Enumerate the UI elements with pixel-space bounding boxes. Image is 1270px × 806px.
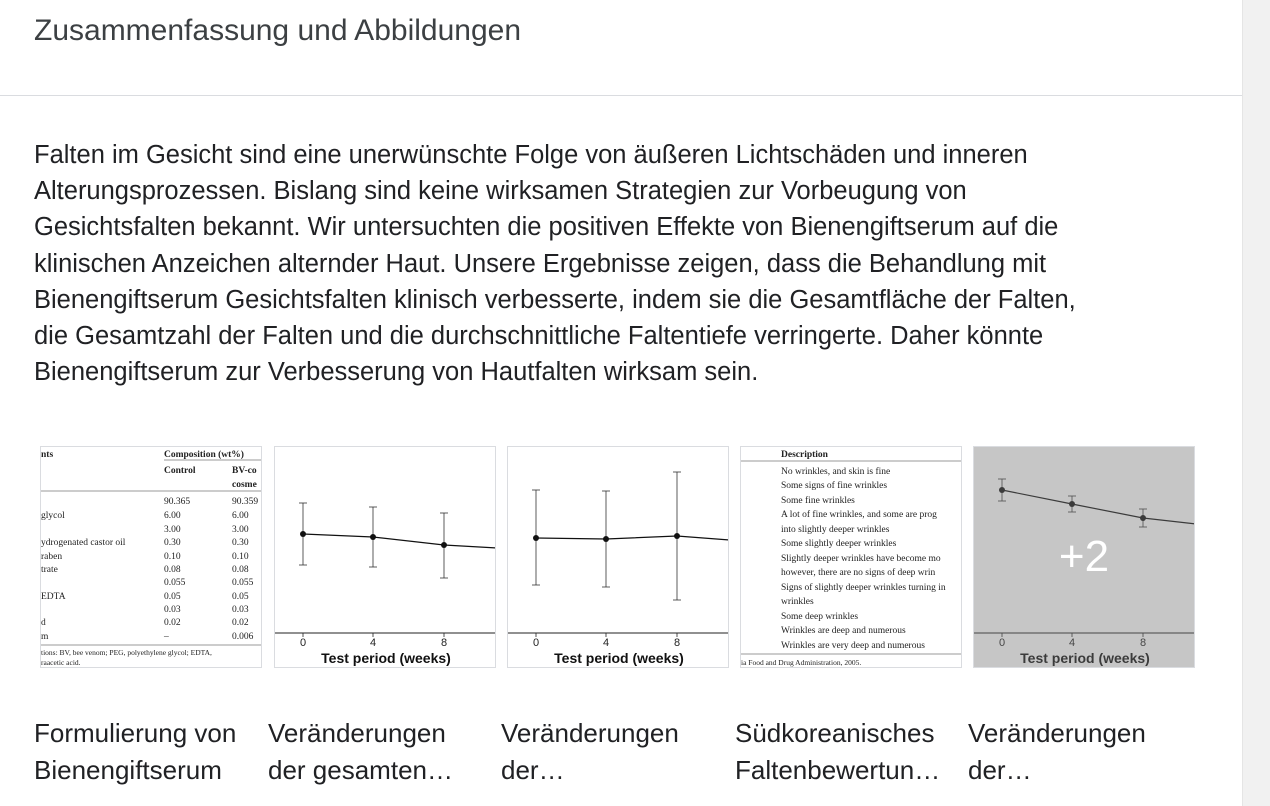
x-axis-label: Test period (weeks)	[1020, 650, 1150, 666]
table-cell: 0.055	[164, 578, 186, 588]
table-col-bv2: cosme	[232, 480, 257, 490]
table-cell: Signs of slightly deeper wrinkles turning in	[781, 583, 946, 593]
abstract-text	[34, 137, 1214, 390]
abstract-line: Falten im Gesicht sind eine unerwünschte Folge von äußeren Lichtschäden und inneren	[34, 141, 1028, 169]
table-cell: raben	[41, 552, 63, 562]
table-cell: EDTA	[41, 592, 66, 602]
table-rows	[781, 466, 946, 651]
section-title: Zusammenfassung und Abbildungen	[34, 14, 522, 47]
table-cell: m	[41, 632, 49, 642]
abstract-line: Bienengiftserum Gesichtsfalten klinisch verbesserte, indem sie die Gesamtfläche der Falten,	[34, 285, 1076, 314]
table-cell: d	[41, 618, 46, 628]
table-footnote: ia Food and Drug Administration, 2005.	[741, 658, 862, 667]
tick-label: 8	[441, 637, 448, 649]
abstract-line: die Gesamtzahl der Falten und die durchschnittliche Faltentiefe verringerte. Daher könnte	[34, 322, 1044, 351]
table-header-left: nts	[41, 450, 54, 460]
table-header-composition: Composition (wt%)	[164, 450, 244, 460]
table-cell: No wrinkles, and skin is fine	[781, 467, 891, 477]
table-cell: Wrinkles are deep and numerous	[781, 626, 906, 636]
caption-line: der…	[501, 755, 565, 785]
wrinkle-scale-table-image	[741, 447, 962, 668]
tick-label: 4	[1069, 637, 1076, 649]
tick-label: 8	[674, 637, 681, 649]
table-cell: 6.00	[164, 511, 181, 521]
table-cell: glycol	[41, 511, 65, 521]
x-axis-label: Test period (weeks)	[554, 650, 684, 666]
table-cell: Wrinkles are very deep and numerous	[781, 641, 925, 651]
tick-label: 0	[300, 637, 307, 649]
figure-caption[interactable]	[268, 715, 492, 789]
table-cell: Some slightly deeper wrinkles	[781, 539, 897, 549]
caption-line: Veränderungen	[501, 718, 679, 748]
formulation-table-image	[41, 447, 262, 668]
more-figures-overlay[interactable]	[974, 447, 1194, 667]
table-cell: Some deep wrinkles	[781, 612, 859, 622]
caption-line: der…	[968, 755, 1032, 785]
more-figures-badge: +2	[1058, 532, 1110, 581]
abstract-line: klinischen Anzeichen alternder Haut. Unsere Ergebnisse zeigen, dass die Behandlung mit	[34, 249, 1047, 278]
caption-line: Bienengiftserum	[34, 755, 222, 785]
table-col-bv: BV-co	[232, 466, 257, 476]
line-chart-1	[275, 447, 496, 668]
table-cell: wrinkles	[781, 597, 814, 607]
figure-thumbnail-formulation[interactable]	[40, 446, 262, 668]
scrollbar[interactable]	[1242, 0, 1270, 806]
caption-line: Veränderungen	[268, 718, 446, 748]
table-cell: 0.08	[232, 565, 249, 575]
table-cell: 0.10	[164, 552, 181, 562]
table-cell: 0.30	[232, 538, 249, 548]
table-cell: however, there are no signs of deep wrin	[781, 568, 936, 578]
table-cell: 0.08	[164, 565, 181, 575]
caption-line: der gesamten…	[268, 755, 453, 785]
table-cell: 6.00	[232, 511, 249, 521]
figure-caption[interactable]	[968, 715, 1198, 789]
tick-label: 0	[999, 637, 1006, 649]
table-cell: 0.30	[164, 538, 181, 548]
figure-thumbnail-chart-2[interactable]	[507, 446, 729, 668]
tick-label: 4	[603, 637, 610, 649]
table-cell: 3.00	[164, 525, 181, 535]
table-cell: 0.05	[232, 592, 249, 602]
figure-caption[interactable]	[735, 715, 959, 789]
table-cell: 90.359	[232, 497, 259, 507]
caption-line: Formulierung von	[34, 718, 237, 748]
table-rows	[41, 497, 258, 642]
table-cell: trate	[41, 565, 58, 575]
table-cell: 0.006	[232, 632, 254, 642]
abstract-line: Bienengiftserum zur Verbesserung von Hautfalten wirksam sein.	[34, 358, 759, 387]
table-cell: 90.365	[164, 497, 191, 507]
table-cell: –	[164, 632, 169, 642]
table-cell: 3.00	[232, 525, 249, 535]
abstract-line: Gesichtsfalten bekannt. Wir untersuchten die positiven Effekte von Bienengiftserum auf die	[34, 213, 1059, 242]
figure-caption[interactable]	[501, 715, 725, 789]
section-header	[0, 0, 1242, 96]
table-cell: 0.03	[232, 605, 249, 615]
caption-line: Veränderungen	[968, 718, 1146, 748]
table-cell: Some signs of fine wrinkles	[781, 481, 888, 491]
table-cell: 0.055	[232, 578, 254, 588]
table-cell: 0.02	[164, 618, 181, 628]
abstract-line: Alterungsprozessen. Bislang sind keine wirksamen Strategien zur Vorbeugung von	[34, 177, 967, 206]
table-col-control: Control	[164, 466, 196, 476]
table-cell: ydrogenated castor oil	[41, 538, 126, 548]
caption-line: Faltenbewertun…	[735, 755, 941, 785]
figure-thumbnail-chart-1[interactable]	[274, 446, 496, 668]
table-cell: 0.05	[164, 592, 181, 602]
table-cell: Some fine wrinkles	[781, 496, 855, 506]
table-footnote: raacetic acid.	[41, 658, 81, 667]
table-cell: Slightly deeper wrinkles have become mo	[781, 554, 941, 564]
table-cell: into slightly deeper wrinkles	[781, 525, 890, 535]
table-cell: 0.03	[164, 605, 181, 615]
line-chart-2	[508, 447, 729, 668]
tick-label: 0	[533, 637, 540, 649]
figure-caption[interactable]	[34, 715, 258, 789]
table-footnote: tions: BV, bee venom; PEG, polyethylene glycol; EDTA,	[41, 648, 212, 657]
table-header: Description	[781, 450, 828, 460]
figure-thumbnail-wrinkle-scale[interactable]	[740, 446, 962, 668]
table-cell: 0.10	[232, 552, 249, 562]
x-axis-label: Test period (weeks)	[321, 650, 451, 666]
caption-line: Südkoreanisches	[735, 718, 935, 748]
tick-label: 4	[370, 637, 377, 649]
table-cell: 0.02	[232, 618, 249, 628]
figure-thumbnail-more[interactable]	[973, 446, 1195, 668]
table-cell: A lot of fine wrinkles, and some are prog	[781, 510, 937, 520]
tick-label: 8	[1140, 637, 1147, 649]
